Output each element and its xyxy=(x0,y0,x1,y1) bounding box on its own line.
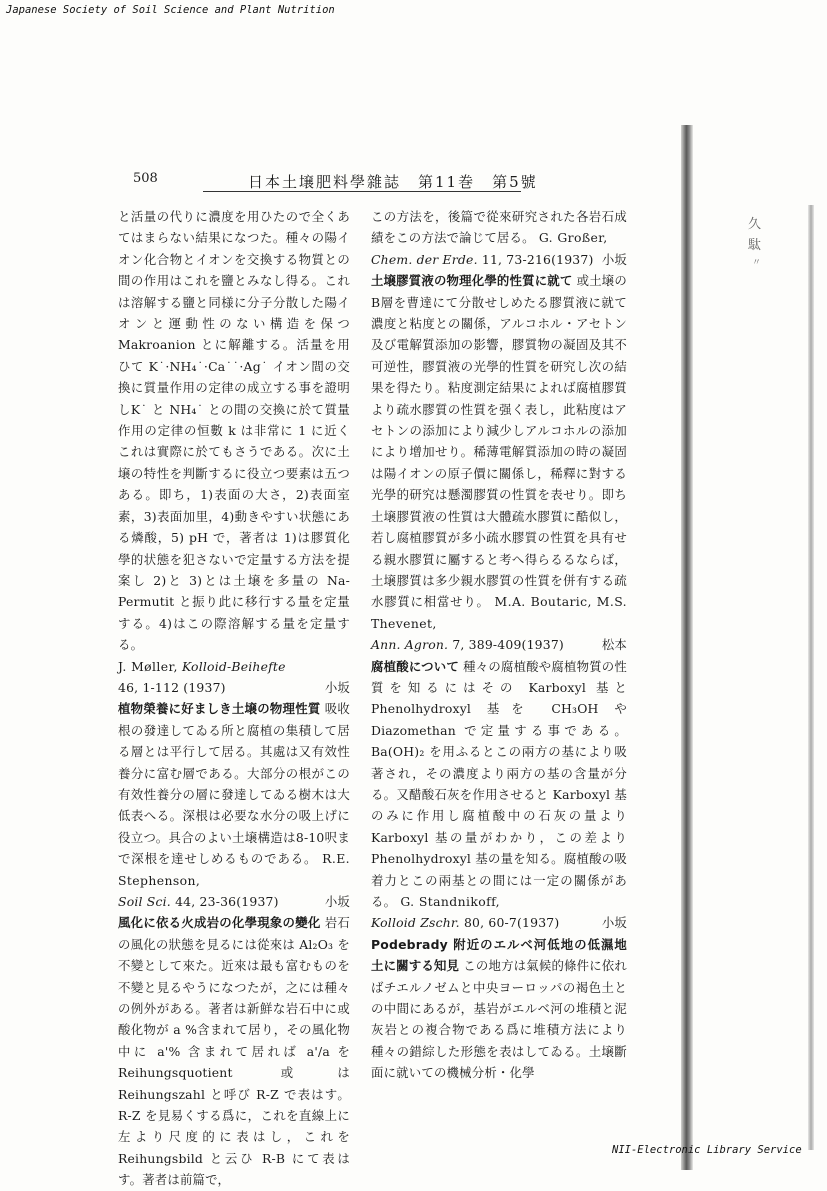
ref-volume-pages: 11, 73-216(1937) xyxy=(481,251,594,267)
abstract xyxy=(118,698,350,891)
page-binding-shadow xyxy=(681,125,693,1170)
margin-mark: 〃 xyxy=(752,258,762,268)
ref-translator: 小坂 xyxy=(324,679,350,695)
ref-author: R.E. Stephenson, xyxy=(118,851,351,888)
ref-author: G. Standnikoff, xyxy=(400,894,501,909)
bottom-credit: NII-Electronic Library Service xyxy=(612,1144,802,1156)
abstract-body: 種々の腐植酸や腐植物質の性質を知るにはその Karboxyl 基と Phenolhydroxyl 基を CH₃OH や Diazomethan で定量する事である。Ba(OH)₂ を用ふるとこの兩方の基により吸著され，その濃度より兩方の基の含量が分る。又醋酸石灰を作用させると Karboxyl 基のみに作用し腐植酸中の石灰の量より Karboxyl 基の量がわかり，この差より Phenolhydroxyl 基の量を知る。腐植酸の吸着力とこの兩基との間には一定の關係がある。 xyxy=(371,658,628,909)
abstract-body: この方法を，後篇で從來研究された各岩石成績をこの方法で論じて居る。 xyxy=(371,209,627,246)
header-rule xyxy=(203,191,521,192)
abstract-heading: Podebrady 附近のエルベ河低地の低濕地土に關する知見 xyxy=(371,936,627,974)
right-column xyxy=(371,206,627,1084)
ref-author: G. Großer, xyxy=(538,230,608,246)
page-edge-shadow xyxy=(808,205,814,1150)
reference-detail xyxy=(118,891,350,912)
ref-journal: Soil Sci. xyxy=(118,894,171,909)
margin-mark: 久 xyxy=(748,217,762,232)
abstract xyxy=(371,934,627,1084)
reference-detail xyxy=(371,634,627,655)
abstract-body: 吸收根の發達してゐる所と腐植の集積して居る層とは平行して居る。其處は又有效性養分に富む層である。大部分の根がこの有效性養分の層に發達してゐる樹木は大低表へる。深根は必要な水分の吸上げに役立つ。具合のよい土壌構造は8-10呎まで深根を達せしめるものである。 xyxy=(118,701,351,867)
reference xyxy=(118,656,350,677)
abstract-heading: 土壌膠質液の物理化學的性質に就て xyxy=(371,273,573,289)
ref-author: M.A. Boutaric, M.S. Thevenet, xyxy=(371,594,628,631)
reference-detail xyxy=(371,249,627,270)
abstract xyxy=(371,656,627,913)
abstract-continuation xyxy=(371,206,627,249)
ref-journal: Chem. der Erde. xyxy=(371,251,478,267)
abstract-body: 岩石の風化の狀態を見るには從來は Al₂O₃ を不變として來た。近來は最も富むものを不變と見るやうになつたが，之には種々の例外がある。著者は新鮮な岩石中に或酸化物が a %含まれて居り，その風化物中に a'% 含まれて居れば a'/a を Reihungsquotient 或は Reihungszahl と呼び R-Z で表はす。R-Z を見易くする爲に，これを直線上に左より尺度的に表はし，これを Reihungsbild と云ひ R-B にて表はす。著者は前篇で， xyxy=(118,915,351,1188)
left-column xyxy=(118,206,350,1191)
ref-author: J. Møller, xyxy=(118,658,178,674)
ref-translator: 小坂 xyxy=(601,915,627,931)
abstract-heading: 植物榮養に好ましき土壌の物理性質 xyxy=(118,701,321,717)
top-credit: Japanese Society of Soil Science and Plant Nutrition xyxy=(6,4,335,16)
abstract xyxy=(371,270,627,634)
margin-mark: 駄 xyxy=(748,238,762,253)
abstract-heading: 腐植酸について xyxy=(371,658,459,674)
ref-journal: Kolloid-Beihefte xyxy=(181,658,286,674)
ref-journal: Kolloid Zschr. xyxy=(371,915,460,931)
ref-translator: 小坂 xyxy=(601,251,627,267)
ref-journal: Ann. Agron. xyxy=(371,637,449,653)
abstract-heading: 風化に依る火成岩の化學現象の變化 xyxy=(118,915,321,931)
abstract-continuation: と活量の代りに濃度を用ひたので全くあてはまらない結果になつた。種々の陽イオン化合物とイオンを交換する物質との間の作用はこれを鹽とみなし得る。これは溶解する鹽と同様に分子分散した陽イオンと運動性のない構造を保つ Makroanion とに解離する。活量を用ひて K˙·NH₄˙·Ca˙˙·Ag˙ イオン間の交換に質量作用の定律の成立する事を證明しK˙ と NH₄˙ との間の交換に於て質量作用の定律の恒數 k は非常に 1 に近くこれは實際に於てもさうである。次に土壌の特性を判斷するに役立つ要素は五つある。即ち，1)表面の大さ，2)表面室素，3)表面加里，4)動きやすい状態にある燐酸，5) pH で，著者は 1)は膠質化學的状態を犯さないで定量する方法を提案し 2)と 3)とは土壌を多量の Na-Permutit と振り此に移行する量を定量する。4)はこの際溶解する量を定量する。 xyxy=(118,209,350,653)
ref-volume-pages: 46, 1-112 (1937) xyxy=(118,679,226,695)
abstract-body: 或土壌の B層を曹達にて分散せしめたる膠質液に就て濃度と粘度との關係，アルコホル・アセトン及び電解質添加の影響，膠質物の凝固及其不可逆性，膠質液の光學的性質を研究し次の結果を得たり。粘度測定結果によれば腐植膠質より疏水膠質の性質を强く表し，此粘度はアセトンの添加により減少しアルコホルの添加により增加せり。稀薄電解質添加の時の凝固は陽イオンの原子價に關係し，稀釋に對する光學的研究は懸濁膠質の性質を表せり。即ち土壌膠質液の性質は大體疏水膠質に酷似し，若し腐植膠質が多小疏水膠質の性質を具有せる親水膠質に屬すると考へ得らるるならば，土壌膠質は多少親水膠質の性質を併有する疏水膠質に相當せり。 xyxy=(371,273,627,610)
ref-volume-pages: 7, 389-409(1937) xyxy=(452,637,564,653)
ref-volume-pages: 80, 60-7(1937) xyxy=(463,915,560,931)
journal-title: 日本土壌肥料學雜誌 第11巻 第5號 xyxy=(248,173,538,191)
ref-translator: 松本 xyxy=(601,637,627,653)
ref-volume-pages: 44, 23-36(1937) xyxy=(175,894,279,909)
page-number: 508 xyxy=(133,171,158,186)
reference-detail xyxy=(371,912,627,933)
abstract-body: この地方は氣候的條件に依ればチエルノゼムと中央ヨーロッパの褐色土との中間にあるが，基岩がエルベ河の堆積と泥灰岩との複合物である爲に堆積方法により種々の錯綜した形態を表はしてゐる。土壌斷面に就いての機械分析・化學 xyxy=(371,958,627,1081)
abstract xyxy=(118,912,350,1190)
ref-translator: 小坂 xyxy=(324,894,350,909)
reference-detail xyxy=(118,677,350,698)
